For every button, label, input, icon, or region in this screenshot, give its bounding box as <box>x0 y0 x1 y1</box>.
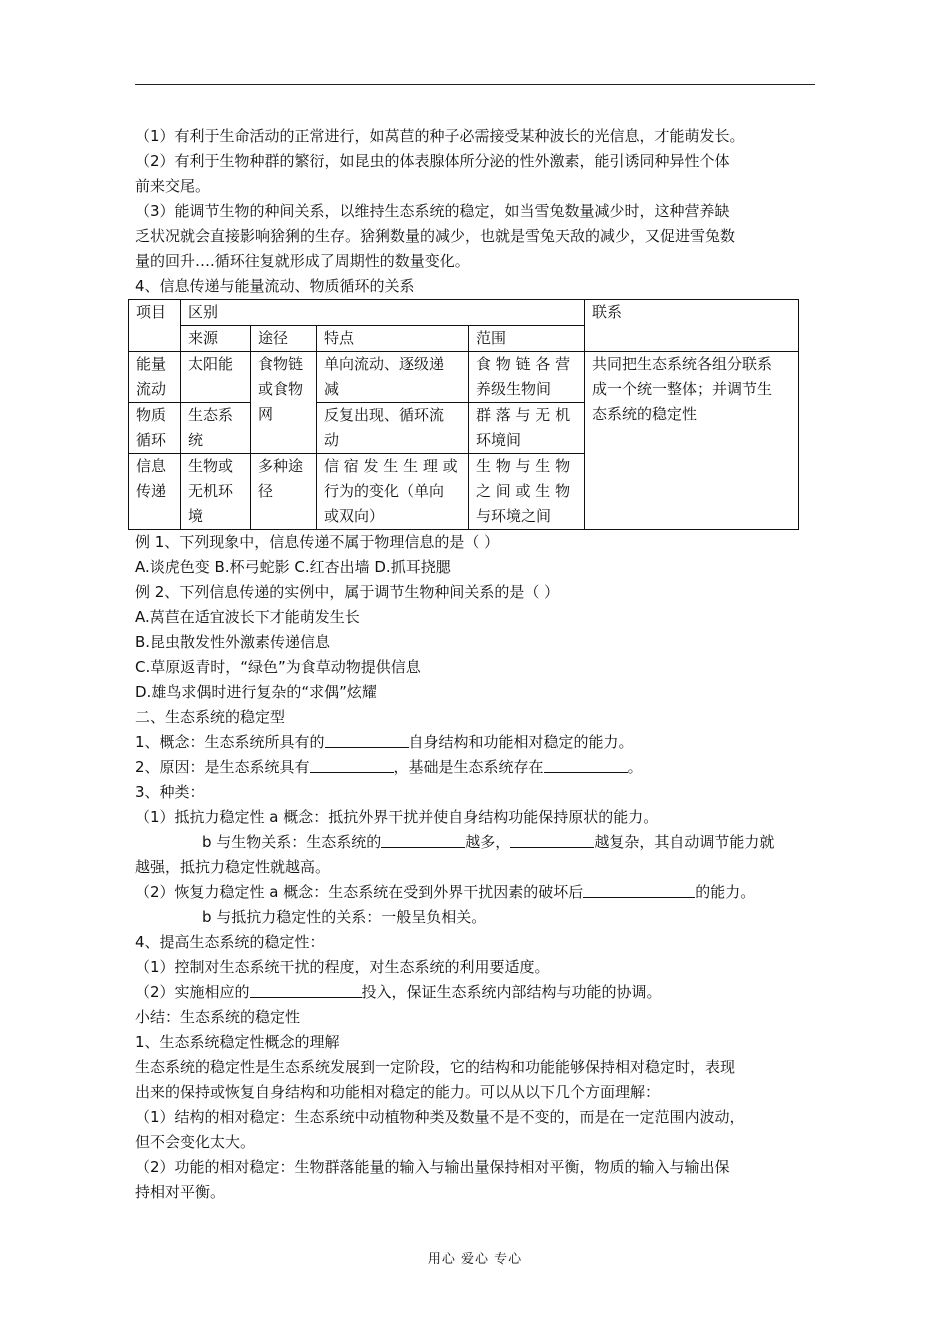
resistance-relation <box>135 830 815 855</box>
text-segment: （2）实施相应的 <box>135 983 250 1001</box>
page-footer: 用心 爱心 专心 <box>427 1252 523 1267</box>
text-segment: 1、概念：生态系统所具有的 <box>135 733 325 751</box>
example-2-option-a: A.莴苣在适宜波长下才能萌发生长 <box>135 608 360 626</box>
shared-route-cell: 食物链 或食物 网 <box>251 352 317 454</box>
example-2-option-b: B.昆虫散发性外激素传递信息 <box>135 633 331 651</box>
fill-blank <box>510 831 594 848</box>
header-range: 范围 <box>469 326 585 352</box>
paragraph-line: 量的回升….循环往复就形成了周期性的数量变化。 <box>135 252 470 270</box>
fill-blank <box>544 756 628 773</box>
example-1-question: 例 1、下列现象中，信息传递不属于物理信息的是（ ） <box>135 533 500 551</box>
row-energy-range: 食 物 链 各 营 养级生物间 <box>469 352 585 403</box>
text-segment: 的能力。 <box>695 883 756 901</box>
header-item: 项目 <box>129 300 181 352</box>
improve-item-1: （1）控制对生态系统干扰的程度，对生态系统的利用要适度。 <box>135 958 550 976</box>
example-1-options: A.谈虎色变 B.杯弓蛇影 C.红杏出墙 D.抓耳挠腮 <box>135 558 451 576</box>
section-2-title: 二、生态系统的稳定型 <box>135 708 286 726</box>
text-segment: 投入，保证生态系统内部结构与功能的协调。 <box>361 983 662 1001</box>
concept-line <box>135 730 815 755</box>
header-difference: 区别 <box>181 300 585 326</box>
fill-blank <box>325 731 409 748</box>
link-cell: 共同把生态系统各组分联系 成一个统一整体；并调节生 态系统的稳定性 <box>585 352 799 530</box>
row-info-route: 多种途 径 <box>251 454 317 530</box>
row-info-name: 信息 传递 <box>129 454 181 530</box>
text-segment: b 与生物关系：生态系统的 <box>202 833 382 851</box>
improve-item-2 <box>135 980 815 1005</box>
recovery-concept <box>135 880 815 905</box>
row-energy-name: 能量 流动 <box>129 352 181 403</box>
summary-line: （1）结构的相对稳定：生态系统中动植物种类及数量不是不变的，而是在一定范围内波动， <box>135 1108 745 1126</box>
text-segment: 越多， <box>465 833 511 851</box>
header-route: 途径 <box>251 326 317 352</box>
header-source: 来源 <box>181 326 251 352</box>
row-info-range: 生 物 与 生 物 之 间 或 生 物 与环境之间 <box>469 454 585 530</box>
summary-line: 生态系统的稳定性是生态系统发展到一定阶段，它的结构和功能能够保持相对稳定时，表现 <box>135 1058 736 1076</box>
header-rule <box>135 84 815 85</box>
resistance-concept: （1）抵抗力稳定性 a 概念：抵抗外界干扰并使自身结构功能保持原状的能力。 <box>135 808 659 826</box>
example-2-option-c: C.草原返青时，“绿色”为食草动物提供信息 <box>135 658 421 676</box>
paragraph-line: 乏状况就会直接影响猞猁的生存。猞猁数量的减少，也就是雪兔天敌的减少，又促进雪兔数 <box>135 227 736 245</box>
summary-line: 出来的保持或恢复自身结构和功能相对稳定的能力。可以从以下几个方面理解： <box>135 1083 661 1101</box>
summary-heading: 小结：生态系统的稳定性 <box>135 1008 301 1026</box>
relation-table <box>128 299 799 530</box>
summary-line: 1、生态系统稳定性概念的理解 <box>135 1033 340 1051</box>
row-matter-name: 物质 循环 <box>129 403 181 454</box>
header-link: 联系 <box>585 300 799 352</box>
summary-line: （2）功能的相对稳定：生物群落能量的输入与输出量保持相对平衡，物质的输入与输出保 <box>135 1158 730 1176</box>
text-segment: 越复杂，其自动调节能力就 <box>594 833 775 851</box>
fill-blank <box>381 831 465 848</box>
row-matter-range: 群 落 与 无 机 环境间 <box>469 403 585 454</box>
paragraph-line: （2）有利于生物种群的繁衍，如昆虫的体表腺体所分泌的性外激素，能引诱同种异性个体 <box>135 152 730 170</box>
row-info-feature: 信 宿 发 生 生 理 或 行为的变化（单向 或双向） <box>317 454 469 530</box>
row-energy-feature: 单向流动、逐级递 减 <box>317 352 469 403</box>
text-segment: 自身结构和功能相对稳定的能力。 <box>408 733 634 751</box>
paragraph-line: （1）有利于生命活动的正常进行，如莴苣的种子必需接受某种波长的光信息，才能萌发长。 <box>135 127 745 145</box>
row-info-source: 生物或 无机环 境 <box>181 454 251 530</box>
text-segment: （2）恢复力稳定性 a 概念：生态系统在受到外界干扰因素的破坏后 <box>135 883 584 901</box>
row-matter-feature: 反复出现、循环流 动 <box>317 403 469 454</box>
document-body <box>135 124 815 1205</box>
section-heading: 4、信息传递与能量流动、物质循环的关系 <box>135 277 415 295</box>
example-2-option-d: D.雄鸟求偶时进行复杂的“求偶”炫耀 <box>135 683 377 701</box>
row-matter-source: 生态系 统 <box>181 403 251 454</box>
text-segment: ，基础是生态系统存在 <box>393 758 544 776</box>
example-2-question: 例 2、下列信息传递的实例中，属于调节生物种间关系的是（ ） <box>135 583 560 601</box>
fill-blank <box>583 881 695 898</box>
paragraph-line: （3）能调节生物的种间关系，以维持生态系统的稳定，如当雪兔数量减少时，这种营养缺 <box>135 202 730 220</box>
improve-heading: 4、提高生态系统的稳定性： <box>135 933 325 951</box>
text-segment: 2、原因：是生态系统具有 <box>135 758 310 776</box>
recovery-relation: b 与抵抗力稳定性的关系：一般呈负相关。 <box>202 908 487 926</box>
summary-line: 持相对平衡。 <box>135 1183 226 1201</box>
resistance-relation-cont: 越强，抵抗力稳定性就越高。 <box>135 858 331 876</box>
summary-line: 但不会变化太大。 <box>135 1133 256 1151</box>
fill-blank <box>250 981 362 998</box>
reason-line <box>135 755 815 780</box>
paragraph-line: 前来交尾。 <box>135 177 211 195</box>
types-heading: 3、种类： <box>135 783 205 801</box>
header-feature: 特点 <box>317 326 469 352</box>
row-energy-source: 太阳能 <box>181 352 251 403</box>
text-segment: 。 <box>627 758 643 776</box>
fill-blank <box>310 756 394 773</box>
